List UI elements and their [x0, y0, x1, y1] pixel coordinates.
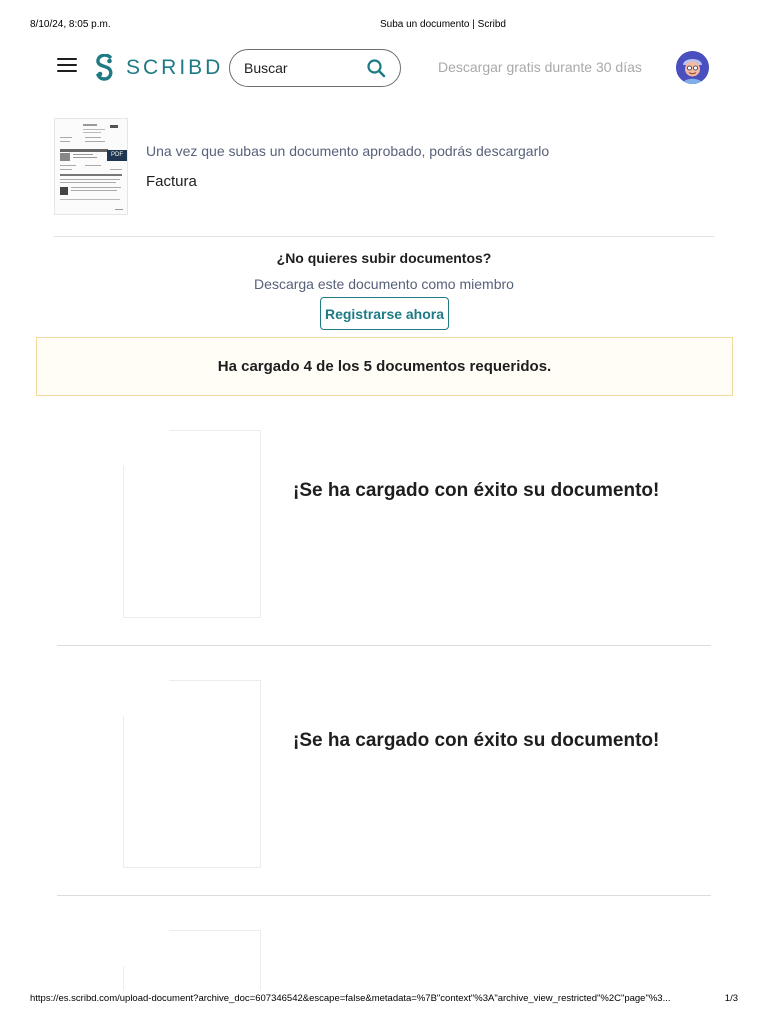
print-date: 8/10/24, 8:05 p.m.	[30, 19, 111, 30]
upload-success-message: ¡Se ha cargado con éxito su documento!	[293, 730, 660, 751]
scribd-logo[interactable]	[94, 52, 223, 84]
upload-thumbnail	[123, 930, 261, 990]
divider	[54, 236, 714, 237]
user-avatar[interactable]	[676, 51, 709, 84]
document-preview-icon	[55, 119, 128, 215]
upload-thumbnail	[123, 430, 261, 618]
pdf-badge: PDF	[107, 150, 127, 161]
upload-item	[57, 396, 711, 646]
membership-prompt	[0, 250, 768, 322]
upload-thumbnail	[123, 680, 261, 868]
document-thumbnail[interactable]	[54, 118, 128, 215]
search-box[interactable]	[229, 49, 401, 87]
search-input[interactable]	[244, 58, 354, 78]
print-header	[0, 19, 768, 33]
print-page-number: 1/3	[724, 993, 738, 1004]
document-summary	[54, 118, 714, 216]
register-button[interactable]: Registrarse ahora	[320, 297, 449, 330]
upload-item	[57, 896, 711, 990]
member-prompt-title: ¿No quieres subir documentos?	[276, 250, 492, 266]
download-note: Una vez que subas un documento aprobado, podrás descargarlo	[146, 143, 550, 159]
document-title[interactable]: Factura	[146, 173, 197, 190]
member-prompt-subtitle: Descarga este documento como miembro	[254, 276, 514, 292]
logo-text: SCRIBD	[126, 56, 224, 79]
avatar-face-icon	[676, 51, 709, 84]
hamburger-menu-icon[interactable]	[57, 58, 77, 76]
print-url: https://es.scribd.com/upload-document?archive_doc=607346542&escape=false&metadata=%7B"context"%3A"archive_view_restricted"%2C"page"%3...	[30, 993, 671, 1004]
free-download-link[interactable]: Descargar gratis durante 30 días	[438, 59, 642, 75]
upload-progress-notice: Ha cargado 4 de los 5 documentos requeridos.	[36, 337, 733, 396]
scribd-s-icon	[94, 54, 116, 82]
search-icon[interactable]	[366, 58, 386, 78]
print-title: Suba un documento | Scribd	[379, 19, 506, 30]
upload-success-message: ¡Se ha cargado con éxito su documento!	[293, 480, 660, 501]
print-footer	[0, 993, 768, 1007]
upload-item	[57, 646, 711, 896]
top-navigation	[0, 46, 768, 90]
